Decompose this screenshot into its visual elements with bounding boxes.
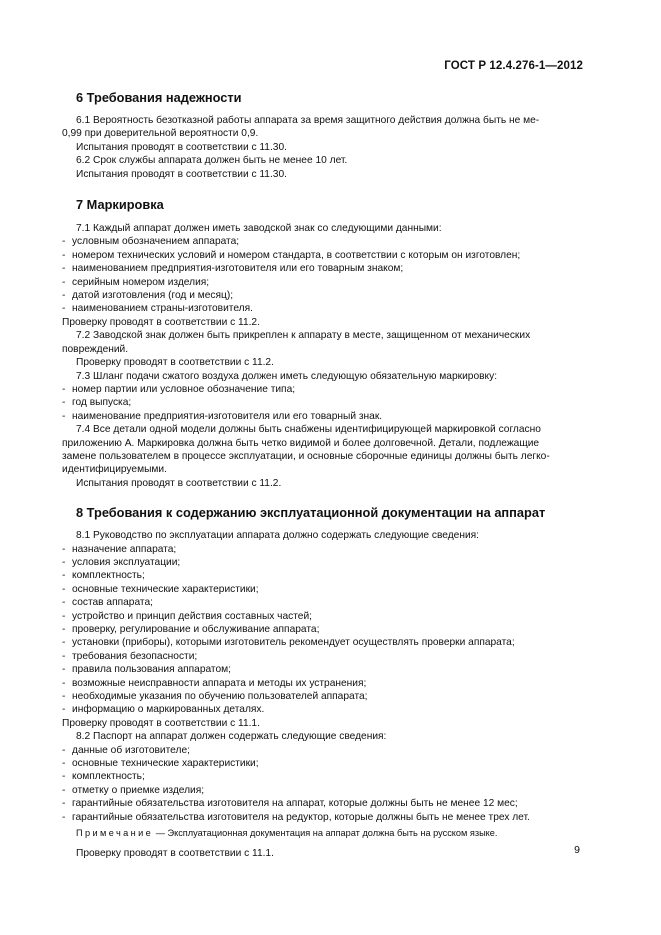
list-item: - основные технические характеристики; — [62, 758, 259, 770]
para-6-2: 6.2 Срок службы аппарата должен быть не менее 10 лет. — [76, 155, 348, 167]
section-8 — [62, 505, 583, 860]
para-7-3: 7.3 Шланг подачи сжатого воздуха должен иметь следующую обязательную маркировку: — [76, 370, 498, 382]
list-item: - установки (приборы), которыми изготовитель рекомендует осуществлять проверки аппарата; — [62, 637, 515, 649]
para-6-2-check: Испытания проводят в соответствии с 11.30. — [76, 168, 287, 180]
para-7-2: 7.2 Заводской знак должен быть прикреплен к аппарату в месте, защищенном от механических — [76, 330, 531, 342]
para-7-2-cont: повреждений. — [62, 343, 129, 355]
list-item: - необходимые указания по обучению пользователей аппарата; — [62, 691, 368, 703]
list-item: - наименование предприятия-изготовителя или его товарный знак. — [62, 410, 383, 422]
para-7-4-check: Испытания проводят в соответствии с 11.2. — [76, 477, 282, 489]
page-content — [62, 90, 583, 860]
para-7-4-cont: идентифицируемыми. — [62, 464, 167, 476]
list-item: - условия эксплуатации; — [62, 556, 181, 568]
section-7-title: 7 Маркировка — [76, 197, 164, 213]
list-item: - номер партии или условное обозначение типа; — [62, 383, 296, 395]
list-item: - год выпуска; — [62, 397, 132, 409]
list-item: - устройство и принцип действия составных частей; — [62, 610, 312, 622]
list-item: - наименованием предприятия-изготовителя или его товарным знаком; — [62, 263, 404, 275]
list-item: - возможные неисправности аппарата и методы их устранения; — [62, 677, 367, 689]
list-item: - информацию о маркированных деталях. — [62, 704, 265, 716]
doc-code-header: ГОСТ Р 12.4.276-1—2012 — [444, 60, 583, 72]
para-8-1: 8.1 Руководство по эксплуатации аппарата должно содержать следующие сведения: — [76, 530, 479, 542]
note-text: — Эксплуатационная документация на аппарат должна быть на русском языке. — [153, 828, 498, 839]
list-item: - правила пользования аппаратом; — [62, 664, 231, 676]
page-number: 9 — [574, 844, 580, 856]
para-7-1: 7.1 Каждый аппарат должен иметь заводской знак со следующими данными: — [76, 223, 442, 235]
list-item: - наименованием страны-изготовителя. — [62, 303, 253, 315]
para-8-1-check: Проверку проводят в соответствии с 11.1. — [62, 717, 260, 729]
para-7-4-cont: приложению А. Маркировка должна быть четко видимой и более долговечной. Детали, подлежащие — [62, 437, 540, 449]
para-6-1: 6.1 Вероятность безотказной работы аппарата за время защитного действия должна быть не ме- — [76, 115, 540, 126]
para-8-2-check: Проверку проводят в соответствии с 11.1. — [76, 847, 274, 859]
section-7 — [62, 197, 583, 490]
list-item: - номером технических условий и номером стандарта, в соответствии с которым он изготовлен; — [62, 249, 521, 261]
para-6-1-cont: 0,99 при доверительной вероятности 0,9. — [62, 128, 259, 140]
list-item: - основные технические характеристики; — [62, 583, 259, 595]
list-item: - гарантийные обязательства изготовителя на редуктор, которые должны быть не менее трех лет. — [62, 811, 530, 823]
list-item: - комплектность; — [62, 570, 145, 582]
list-item: - серийным номером изделия; — [62, 276, 210, 288]
para-6-1-check: Испытания проводят в соответствии с 11.30. — [76, 141, 287, 153]
list-item: - данные об изготовителе; — [62, 744, 190, 756]
para-7-4: 7.4 Все детали одной модели должны быть снабжены идентифицирующей маркировкой согласно — [76, 424, 541, 436]
list-item: - состав аппарата; — [62, 597, 153, 609]
para-7-1-check: Проверку проводят в соответствии с 11.2. — [62, 316, 260, 328]
list-item: - отметку о приемке изделия; — [62, 784, 205, 796]
section-6-title: 6 Требования надежности — [76, 90, 242, 105]
note-label: Примечание — [76, 828, 154, 839]
list-item: - требования безопасности; — [62, 650, 198, 662]
section-6 — [62, 90, 583, 181]
list-item: - назначение аппарата; — [62, 543, 177, 555]
list-item: - гарантийные обязательства изготовителя на аппарат, которые должны быть не менее 12 мес; — [62, 798, 518, 810]
list-item: - комплектность; — [62, 771, 145, 783]
para-8-2: 8.2 Паспорт на аппарат должен содержать следующие сведения: — [76, 731, 387, 743]
note — [62, 827, 583, 840]
list-item: - датой изготовления (год и месяц); — [62, 290, 234, 302]
para-7-4-cont: замене пользователем в процессе эксплуатации, и основные сборочные единицы должны быть легко- — [62, 450, 550, 462]
section-8-title: 8 Требования к содержанию эксплуатационной документации на аппарат — [76, 505, 546, 521]
list-item: - проверку, регулирование и обслуживание аппарата; — [62, 624, 320, 635]
list-item: - условным обозначением аппарата; — [62, 236, 240, 248]
para-7-2-check: Проверку проводят в соответствии с 11.2. — [76, 357, 274, 369]
